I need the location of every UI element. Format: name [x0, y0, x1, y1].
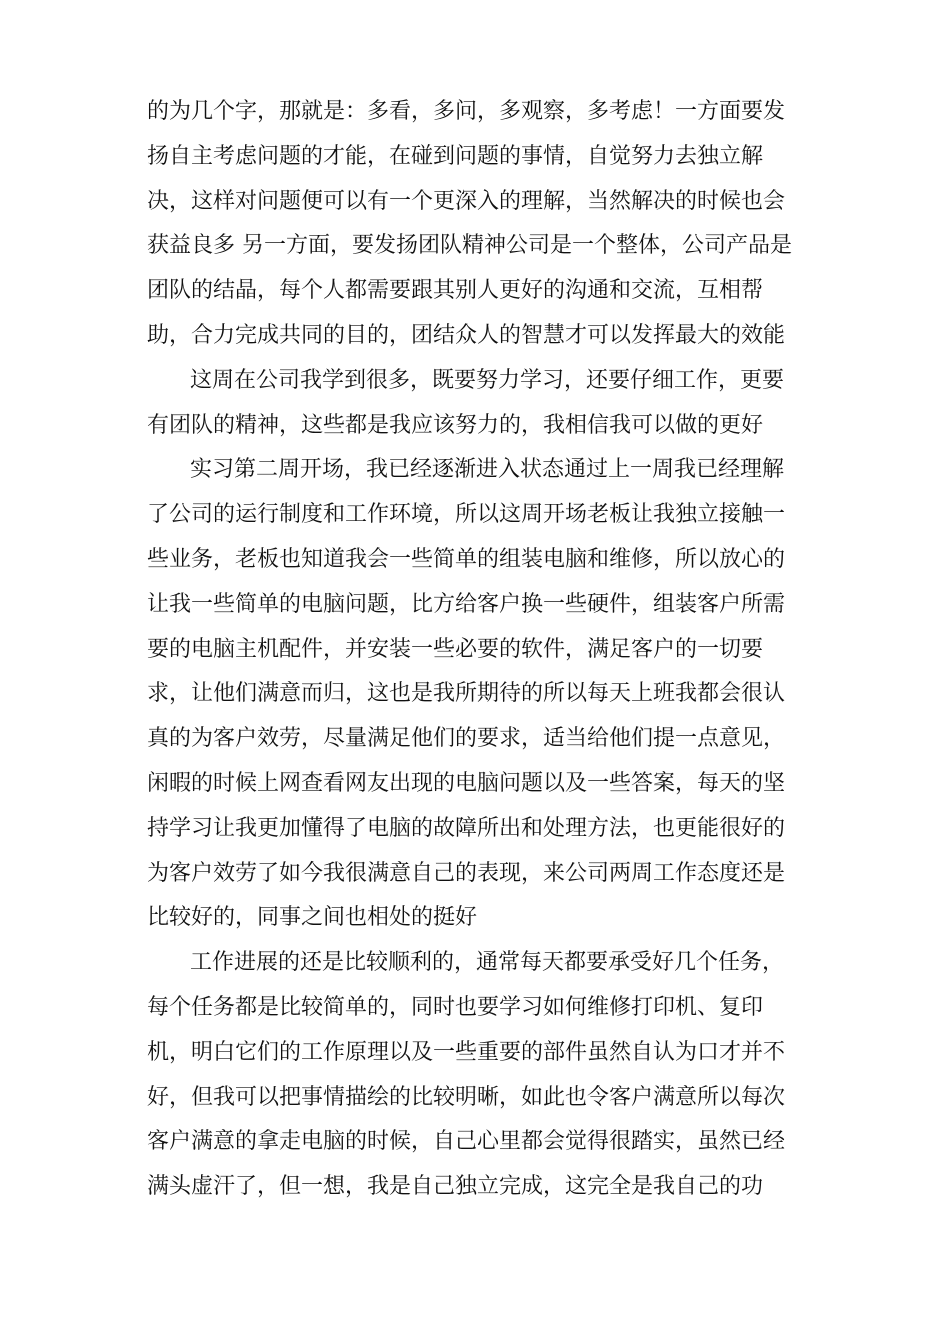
text-line: 真的为客户效劳，尽量满足他们的要求，适当给他们提一点意见， [147, 726, 786, 752]
text-line: 扬自主考虑问题的才能，在碰到问题的事情，自觉努力去独立解 [147, 143, 764, 169]
text-line: 让我一些简单的电脑问题，比方给客户换一些硬件，组装客户所需 [147, 591, 786, 617]
text-line: 有团队的精神，这些都是我应该努力的，我相信我可以做的更好 [147, 412, 764, 438]
text-line: 些业务，老板也知道我会一些简单的组装电脑和维修，所以放心的 [147, 546, 786, 572]
text-line: 为客户效劳了如今我很满意自己的表现，来公司两周工作态度还是 [147, 860, 786, 886]
text-line: 满头虚汗了，但一想，我是自己独立完成，这完全是我自己的功 [147, 1174, 764, 1200]
text-line: 求，让他们满意而归，这也是我所期待的所以每天上班我都会很认 [147, 681, 786, 707]
text-line: 助，合力完成共同的目的，团结众人的智慧才可以发挥最大的效能 [147, 322, 786, 348]
text-line: 的为几个字，那就是：多看，多问，多观察，多考虑！一方面要发 [147, 99, 786, 124]
text-line: 闲暇的时候上网查看网友出现的电脑问题以及一些答案，每天的坚 [147, 770, 786, 796]
text-line: 客户满意的拿走电脑的时候，自己心里都会觉得很踏实，虽然已经 [147, 1129, 786, 1155]
text-line: 要的电脑主机配件，并安装一些必要的软件，满足客户的一切要 [147, 636, 764, 662]
text-line: 决，这样对问题便可以有一个更深入的理解，当然解决的时候也会 [147, 188, 786, 214]
paragraph-start-line: 实习第二周开场，我已经逐渐进入状态通过上一周我已经理解 [190, 457, 785, 483]
text-line: 团队的结晶，每个人都需要跟其别人更好的沟通和交流，互相帮 [147, 278, 764, 304]
text-line: 好，但我可以把事情描绘的比较明晰，如此也令客户满意所以每次 [147, 1084, 786, 1110]
paragraph-start-line: 这周在公司我学到很多，既要努力学习，还要仔细工作，更要 [190, 367, 785, 393]
text-line: 持学习让我更加懂得了电脑的故障所出和处理方法，也更能很好的 [147, 815, 786, 841]
text-line: 机，明白它们的工作原理以及一些重要的部件虽然自认为口才并不 [147, 1039, 786, 1065]
text-line: 获益良多 另一方面，要发扬团队精神公司是一个整体，公司产品是 [147, 233, 792, 259]
body-text [147, 90, 817, 1210]
text-line: 了公司的运行制度和工作环境，所以这周开场老板让我独立接触一 [147, 502, 786, 528]
paragraph-start-line: 工作进展的还是比较顺利的，通常每天都要承受好几个任务， [190, 950, 785, 976]
text-line: 比较好的，同事之间也相处的挺好 [147, 905, 478, 931]
text-line: 每个任务都是比较简单的，同时也要学习如何维修打印机、复印 [147, 994, 764, 1020]
